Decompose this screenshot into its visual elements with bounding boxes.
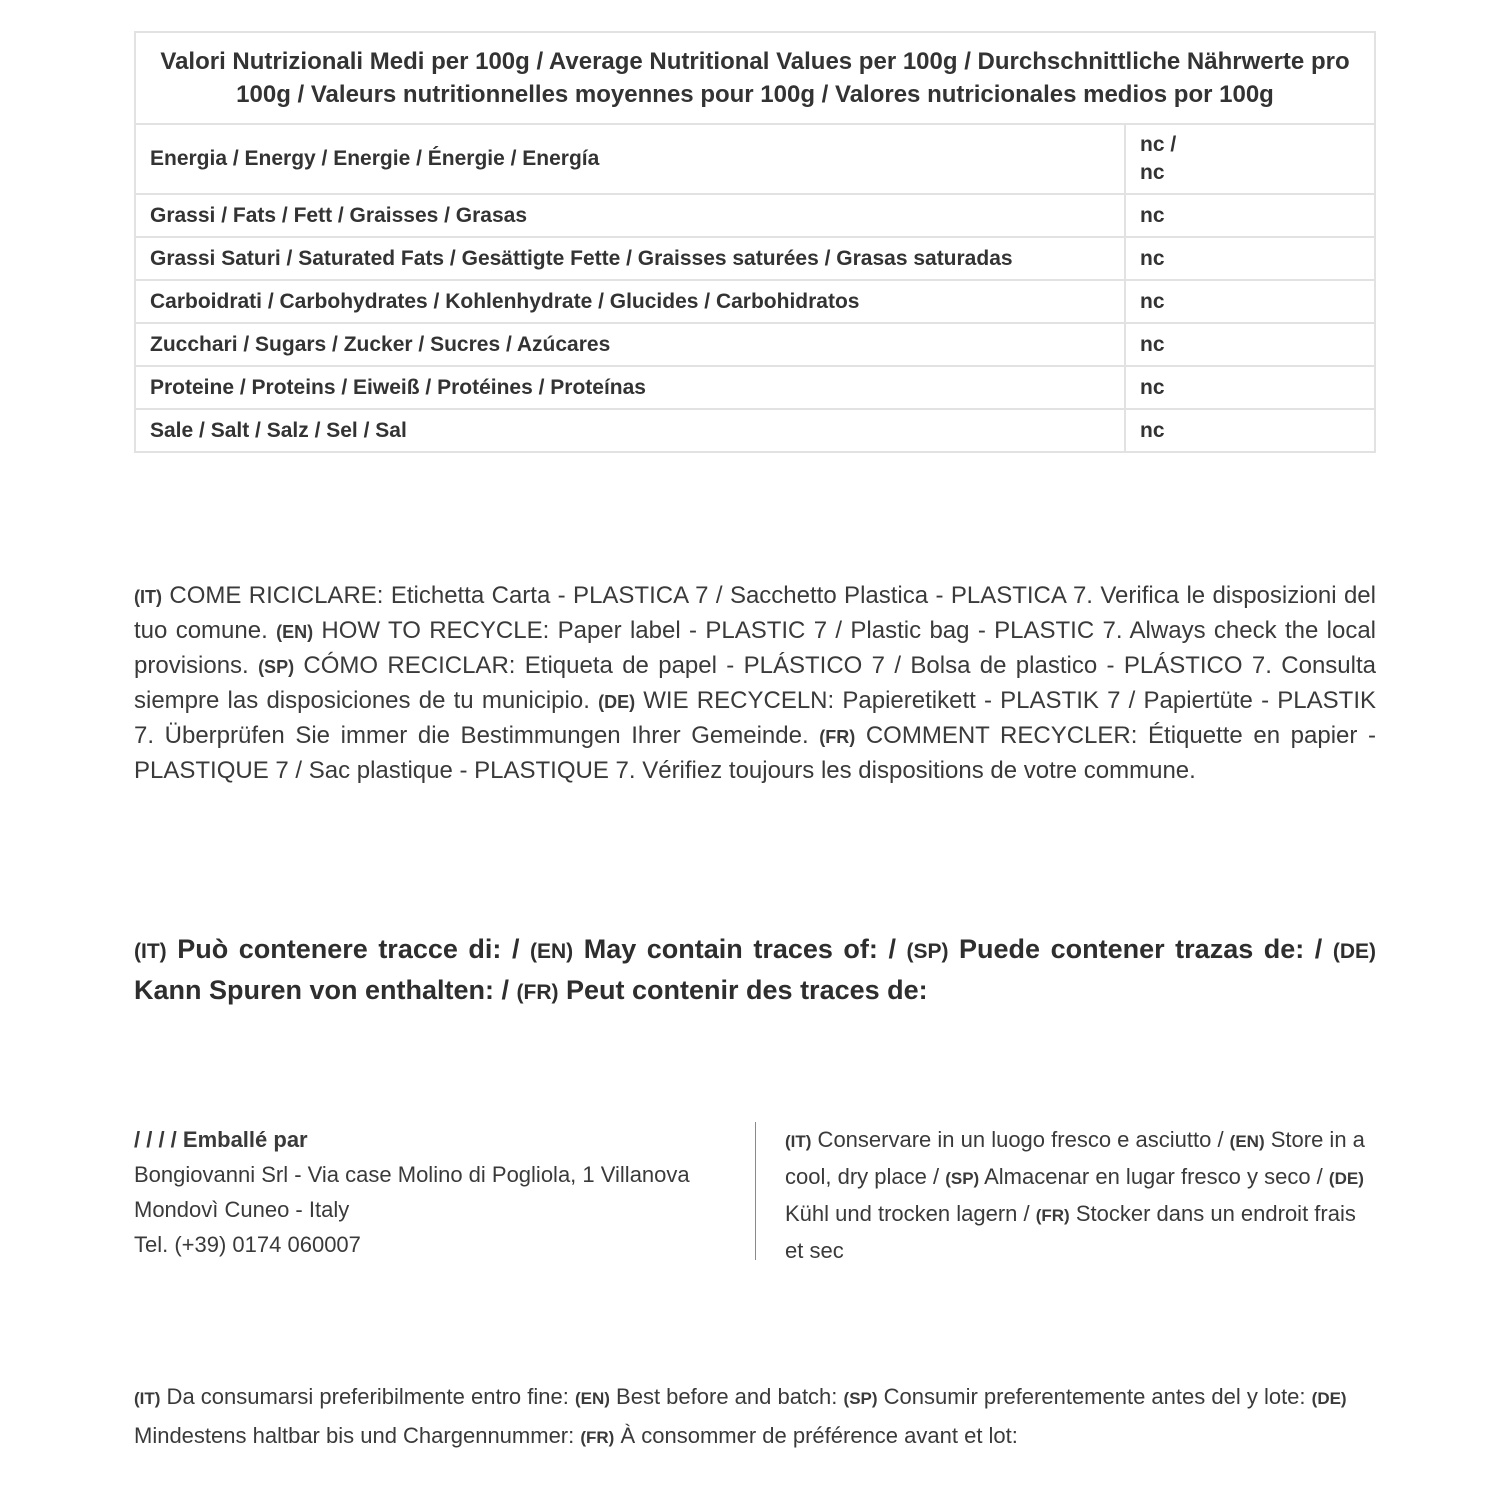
language-code-en: (EN) bbox=[1229, 1132, 1265, 1151]
best-before-info bbox=[134, 1378, 1376, 1456]
recycle-text-fr: COMMENT RECYCLER: Étiquette en papier - PLASTIQUE 7 / Sac plastique - PLASTIQUE 7. Vérifiez toujours les dispositions de votre commune. bbox=[134, 722, 1377, 784]
nutrient-value-energy bbox=[1125, 124, 1375, 194]
table-row bbox=[135, 237, 1375, 280]
nutrient-value-proteins: nc bbox=[1125, 366, 1375, 409]
table-row bbox=[135, 124, 1375, 194]
allergen-traces bbox=[134, 930, 1376, 1012]
language-code-fr: (FR) bbox=[516, 981, 559, 1004]
language-code-sp: (SP) bbox=[843, 1389, 878, 1408]
storage-text-fr: Stocker dans un endroit frais et sec bbox=[785, 1201, 1356, 1263]
nutrient-value-carbohydrates: nc bbox=[1125, 280, 1375, 323]
bestbefore-text-it: Da consumarsi preferibilmente entro fine: bbox=[160, 1384, 575, 1409]
language-code-it: (IT) bbox=[134, 587, 162, 607]
table-row bbox=[135, 280, 1375, 323]
table-row bbox=[135, 409, 1375, 452]
traces-text-sp: Puede contener trazas de: / bbox=[948, 934, 1333, 964]
storage-text-it: Conservare in un luogo fresco e asciutto / bbox=[811, 1127, 1230, 1152]
nutrient-value-fats: nc bbox=[1125, 194, 1375, 237]
nutrition-table bbox=[134, 31, 1376, 453]
storage-text-en: Store in a cool, dry place / bbox=[785, 1127, 1365, 1189]
nutrient-label-fats: Grassi / Fats / Fett / Graisses / Grasas bbox=[135, 194, 1125, 237]
recycle-text-it: COME RICICLARE: Etichetta Carta - PLASTICA 7 / Sacchetto Plastica - PLASTICA 7. Verifica le disposizioni del tuo comune. bbox=[134, 582, 1376, 644]
nutrient-label-salt: Sale / Salt / Salz / Sel / Sal bbox=[135, 409, 1125, 452]
nutrient-label-carbohydrates: Carboidrati / Carbohydrates / Kohlenhydrate / Glucides / Carbohidratos bbox=[135, 280, 1125, 323]
nutrient-label-saturated-fats: Grassi Saturi / Saturated Fats / Gesättigte Fette / Graisses saturées / Grasas saturadas bbox=[135, 237, 1125, 280]
bestbefore-text-en: Best before and batch: bbox=[609, 1384, 844, 1409]
nutrient-label-energy: Energia / Energy / Energie / Énergie / Energía bbox=[135, 124, 1125, 194]
language-code-de: (DE) bbox=[598, 692, 636, 712]
storage-text-sp: Almacenar en lugar fresco y seco / bbox=[979, 1164, 1329, 1189]
bestbefore-text-fr: À consommer de préférence avant et lot: bbox=[614, 1423, 1018, 1448]
storage-instructions bbox=[785, 1122, 1377, 1268]
nutrient-value-line: nc / bbox=[1140, 133, 1177, 156]
packer-phone: Tel. (+39) 0174 060007 bbox=[134, 1232, 361, 1257]
traces-text-it: Può contenere tracce di: / bbox=[166, 934, 530, 964]
table-row bbox=[135, 323, 1375, 366]
language-code-sp: (SP) bbox=[906, 940, 949, 963]
recycle-text-en: HOW TO RECYCLE: Paper label - PLASTIC 7 / Plastic bag - PLASTIC 7. Always check the local provisions. bbox=[134, 617, 1377, 679]
nutrient-value-salt: nc bbox=[1125, 409, 1375, 452]
packer-address-line: Bongiovanni Srl - Via case Molino di Pogliola, 1 Villanova bbox=[134, 1162, 690, 1187]
recycling-instructions bbox=[134, 579, 1376, 788]
packer-info bbox=[134, 1122, 734, 1262]
language-code-en: (EN) bbox=[276, 622, 314, 642]
table-row bbox=[135, 366, 1375, 409]
storage-text-de: Kühl und trocken lagern / bbox=[785, 1201, 1036, 1226]
language-code-de: (DE) bbox=[1311, 1389, 1347, 1408]
recycle-text-de: WIE RECYCELN: Papieretikett - PLASTIK 7 / Papiertüte - PLASTIK 7. Überprüfen Sie immer die Bestimmungen Ihrer Gemeinde. bbox=[134, 687, 1376, 749]
nutrient-label-sugars: Zucchari / Sugars / Zucker / Sucres / Azúcares bbox=[135, 323, 1125, 366]
traces-text-fr: Peut contenir des traces de: bbox=[558, 975, 928, 1005]
column-divider bbox=[755, 1122, 756, 1260]
nutrient-value-line: nc bbox=[1140, 161, 1165, 184]
language-code-sp: (SP) bbox=[258, 657, 295, 677]
language-code-de: (DE) bbox=[1328, 1169, 1364, 1188]
language-code-de: (DE) bbox=[1332, 940, 1377, 963]
language-code-fr: (FR) bbox=[1035, 1206, 1070, 1225]
language-code-it: (IT) bbox=[134, 940, 167, 963]
language-code-sp: (SP) bbox=[945, 1169, 980, 1188]
language-code-it: (IT) bbox=[785, 1132, 812, 1151]
language-code-en: (EN) bbox=[530, 940, 574, 963]
packer-heading: / / / / Emballé par bbox=[134, 1127, 308, 1152]
recycle-text-sp: CÓMO RECICLAR: Etiqueta de papel - PLÁSTICO 7 / Bolsa de plastico - PLÁSTICO 7. Consulta siempre las disposiciones de tu municipio. bbox=[134, 652, 1376, 714]
nutrient-label-proteins: Proteine / Proteins / Eiweiß / Protéines / Proteínas bbox=[135, 366, 1125, 409]
table-row bbox=[135, 194, 1375, 237]
nutrition-table-header: Valori Nutrizionali Medi per 100g / Average Nutritional Values per 100g / Durchschnittliche Nährwerte pro 100g / Valeurs nutritionnelles moyennes pour 100g / Valores nutricionales medios por 100g bbox=[135, 32, 1375, 124]
nutrient-value-sugars: nc bbox=[1125, 323, 1375, 366]
traces-text-de: Kann Spuren von enthalten: / bbox=[134, 975, 517, 1005]
bestbefore-text-sp: Consumir preferentemente antes del y lote: bbox=[877, 1384, 1312, 1409]
bestbefore-text-de: Mindestens haltbar bis und Chargennummer: bbox=[134, 1423, 581, 1448]
language-code-fr: (FR) bbox=[819, 727, 856, 747]
traces-text-en: May contain traces of: / bbox=[573, 934, 907, 964]
nutrient-value-saturated-fats: nc bbox=[1125, 237, 1375, 280]
language-code-it: (IT) bbox=[134, 1389, 161, 1408]
language-code-en: (EN) bbox=[574, 1389, 610, 1408]
packer-address-line: Mondovì Cuneo - Italy bbox=[134, 1197, 350, 1222]
language-code-fr: (FR) bbox=[580, 1428, 615, 1447]
